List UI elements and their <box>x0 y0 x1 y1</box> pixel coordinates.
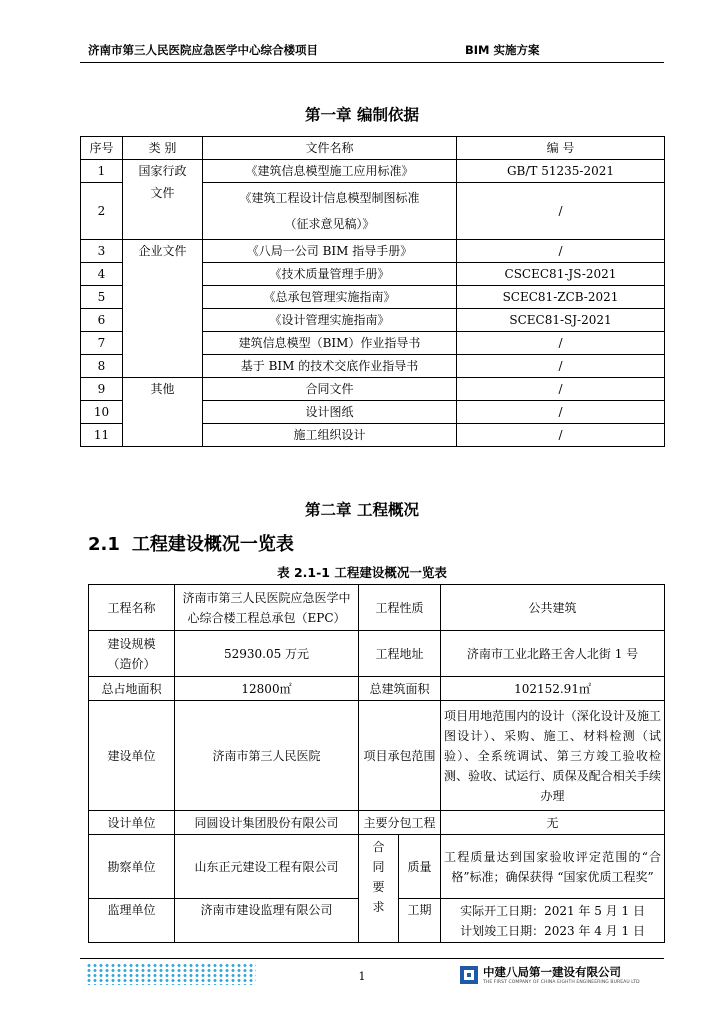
header-title: 济南市第三人民医院应急医学中心综合楼项目 <box>88 43 318 57</box>
file-code: / <box>457 183 665 240</box>
row-number: 10 <box>81 401 123 424</box>
table-row <box>89 631 665 677</box>
field-value: 项目用地范围内的设计（深化设计及施工图设计）、采购、施工、材料检测（试验）、全系统调试、第三方竣工验收检测、验收、试运行、质保及配合相关手续办理 <box>441 701 665 811</box>
row-number: 8 <box>81 355 123 378</box>
field-label: 工程地址 <box>359 631 441 677</box>
file-code: CSCEC81-JS-2021 <box>457 263 665 286</box>
field-label: 总建筑面积 <box>359 677 441 701</box>
row-number: 11 <box>81 424 123 447</box>
section-title: 工程建设概况一览表 <box>131 534 294 555</box>
table-row <box>89 835 665 899</box>
file-code: / <box>457 378 665 401</box>
field-label: 工程名称 <box>89 585 175 631</box>
row-number: 5 <box>81 286 123 309</box>
field-value: 山东正元建设工程有限公司 <box>175 835 359 899</box>
table-row <box>81 160 665 183</box>
field-value: 公共建筑 <box>441 585 665 631</box>
field-label: 建设单位 <box>89 701 175 811</box>
file-name: 《技术质量管理手册》 <box>203 263 457 286</box>
category-label: 企业文件 <box>123 240 203 378</box>
row-number: 1 <box>81 160 123 183</box>
period-cell <box>441 899 665 943</box>
header-doc-type: BIM 实施方案 <box>465 43 540 57</box>
file-code: SCEC81-ZCB-2021 <box>457 286 665 309</box>
field-label: 工程性质 <box>359 585 441 631</box>
row-number: 6 <box>81 309 123 332</box>
file-name: 《八局一公司 BIM 指导手册》 <box>203 240 457 263</box>
file-name: 建筑信息模型（BIM）作业指导书 <box>203 332 457 355</box>
company-logo-icon <box>460 966 478 984</box>
basis-table <box>80 136 665 447</box>
file-name: 基于 BIM 的技术交底作业指导书 <box>203 355 457 378</box>
file-code: / <box>457 332 665 355</box>
file-name: 《建筑工程设计信息模型制图标准（征求意见稿）》 <box>203 183 457 240</box>
field-value: 12800㎡ <box>175 677 359 701</box>
table-header-row <box>81 137 665 160</box>
field-label: 总占地面积 <box>89 677 175 701</box>
file-code: SCEC81-SJ-2021 <box>457 309 665 332</box>
file-code: GB/T 51235-2021 <box>457 160 665 183</box>
file-name: 《建筑信息模型施工应用标准》 <box>203 160 457 183</box>
field-label: 勘察单位 <box>89 835 175 899</box>
file-code: / <box>457 240 665 263</box>
section-number: 2.1 <box>88 534 120 555</box>
column-header: 文件名称 <box>203 137 457 160</box>
field-value: 102152.91㎡ <box>441 677 665 701</box>
section-heading <box>88 530 294 556</box>
field-label: 监理单位 <box>89 899 175 943</box>
field-value: 52930.05 万元 <box>175 631 359 677</box>
field-value: 济南市第三人民医院 <box>175 701 359 811</box>
table-row <box>89 701 665 811</box>
table-row <box>89 585 665 631</box>
file-name: 合同文件 <box>203 378 457 401</box>
file-name: 《总承包管理实施指南》 <box>203 286 457 309</box>
chapter-1-title: 第一章 编制依据 <box>305 106 419 124</box>
field-label: 主要分包工程 <box>359 811 441 835</box>
field-label: 质量 <box>399 835 441 899</box>
field-value: 工程质量达到国家验收评定范围的“合格”标准；确保获得 “国家优质工程奖” <box>441 835 665 899</box>
row-number: 9 <box>81 378 123 401</box>
company-name: 中建八局第一建设有限公司 <box>483 965 621 979</box>
category-label: 文件 <box>150 186 175 200</box>
end-date: 计划竣工日期：2023 年 4 月 1 日 <box>460 923 645 938</box>
table-caption: 表 2.1-1 工程建设概况一览表 <box>277 565 447 580</box>
field-label: 建设规模（造价） <box>89 631 175 677</box>
table-row <box>81 378 665 401</box>
field-label: 合同要求 <box>359 835 399 943</box>
field-label: 设计单位 <box>89 811 175 835</box>
field-value: 济南市第三人民医院应急医学中心综合楼工程总承包（EPC） <box>175 585 359 631</box>
category-label: 其他 <box>123 378 203 447</box>
file-name: 施工组织设计 <box>203 424 457 447</box>
file-code: / <box>457 401 665 424</box>
footer-divider <box>80 958 664 959</box>
company-name-en: THE FIRST COMPANY OF CHINA EIGHTH ENGINEERING BUREAU LTD <box>483 980 640 985</box>
field-value: 无 <box>441 811 665 835</box>
chapter-2-title: 第二章 工程概况 <box>305 501 419 519</box>
row-number: 7 <box>81 332 123 355</box>
file-name: 设计图纸 <box>203 401 457 424</box>
table-row <box>89 811 665 835</box>
header-divider <box>80 62 664 63</box>
column-header: 类 别 <box>123 137 203 160</box>
table-row <box>89 677 665 701</box>
file-name: 《设计管理实施指南》 <box>203 309 457 332</box>
column-header: 编 号 <box>457 137 665 160</box>
row-number: 2 <box>81 183 123 240</box>
field-label: 项目承包范围 <box>359 701 441 811</box>
category-label: 国家行政 <box>138 164 187 178</box>
field-value: 济南市建设监理有限公司 <box>175 899 359 943</box>
file-code: / <box>457 424 665 447</box>
row-number: 3 <box>81 240 123 263</box>
start-date: 实际开工日期：2021 年 5 月 1 日 <box>460 903 645 918</box>
field-value: 同圆设计集团股份有限公司 <box>175 811 359 835</box>
page-number: 1 <box>358 970 366 983</box>
table-row <box>81 240 665 263</box>
field-label: 工期 <box>399 899 441 943</box>
row-number: 4 <box>81 263 123 286</box>
overview-table <box>88 584 665 943</box>
column-header: 序号 <box>81 137 123 160</box>
file-code: / <box>457 355 665 378</box>
field-value: 济南市工业北路王舍人北街 1 号 <box>441 631 665 677</box>
category-cell <box>123 160 203 240</box>
